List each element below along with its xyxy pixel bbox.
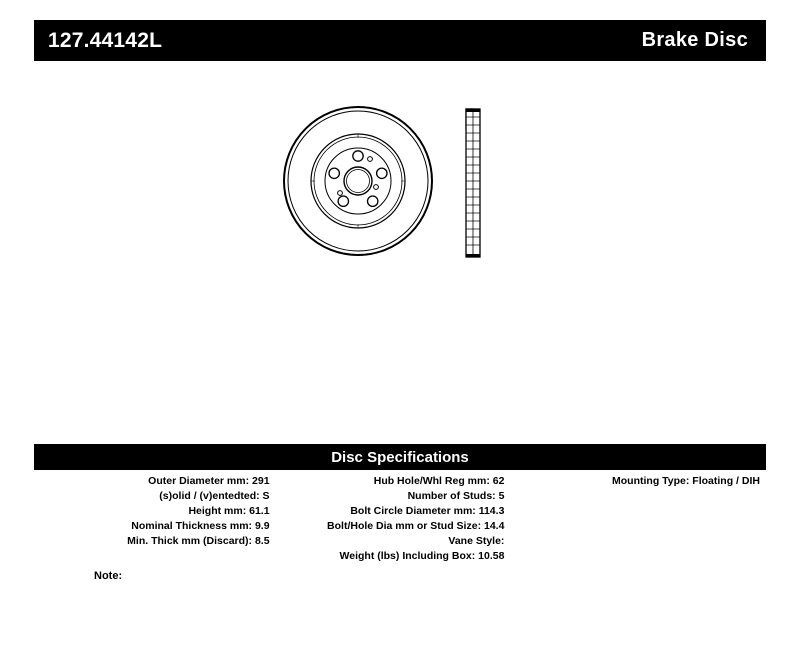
product-type-label: Brake Disc bbox=[641, 29, 748, 51]
spec-column-right bbox=[524, 474, 766, 564]
rotor-face-view bbox=[284, 107, 432, 255]
header-bar bbox=[34, 20, 766, 61]
spec-item: Number of Studs: 5 bbox=[407, 490, 505, 502]
spec-item: Nominal Thickness mm: 9.9 bbox=[131, 520, 270, 532]
part-number: 127.44142L bbox=[48, 28, 163, 52]
spec-item: Min. Thick mm (Discard): 8.5 bbox=[127, 535, 270, 547]
spec-item: Bolt/Hole Dia mm or Stud Size: 14.4 bbox=[327, 520, 505, 532]
spec-item: Vane Style: bbox=[448, 535, 505, 547]
brake-disc-drawing bbox=[280, 95, 540, 280]
spec-item: Height mm: 61.1 bbox=[188, 505, 270, 517]
spec-column-middle bbox=[276, 474, 525, 564]
spec-item: (s)olid / (v)entedted: S bbox=[159, 490, 270, 502]
spec-title-bar bbox=[34, 444, 766, 470]
spec-item: Mounting Type: Floating / DIH bbox=[612, 475, 760, 487]
rotor-side-view bbox=[466, 109, 480, 257]
spec-column-left bbox=[34, 474, 276, 564]
spec-item: Bolt Circle Diameter mm: 114.3 bbox=[350, 505, 505, 517]
note-label: Note: bbox=[94, 570, 123, 582]
spec-columns bbox=[34, 474, 766, 564]
spec-title: Disc Specifications bbox=[331, 448, 469, 466]
spec-item: Weight (lbs) Including Box: 10.58 bbox=[339, 550, 505, 562]
spec-item: Outer Diameter mm: 291 bbox=[148, 475, 270, 487]
spec-item: Hub Hole/Whl Reg mm: 62 bbox=[373, 475, 505, 487]
